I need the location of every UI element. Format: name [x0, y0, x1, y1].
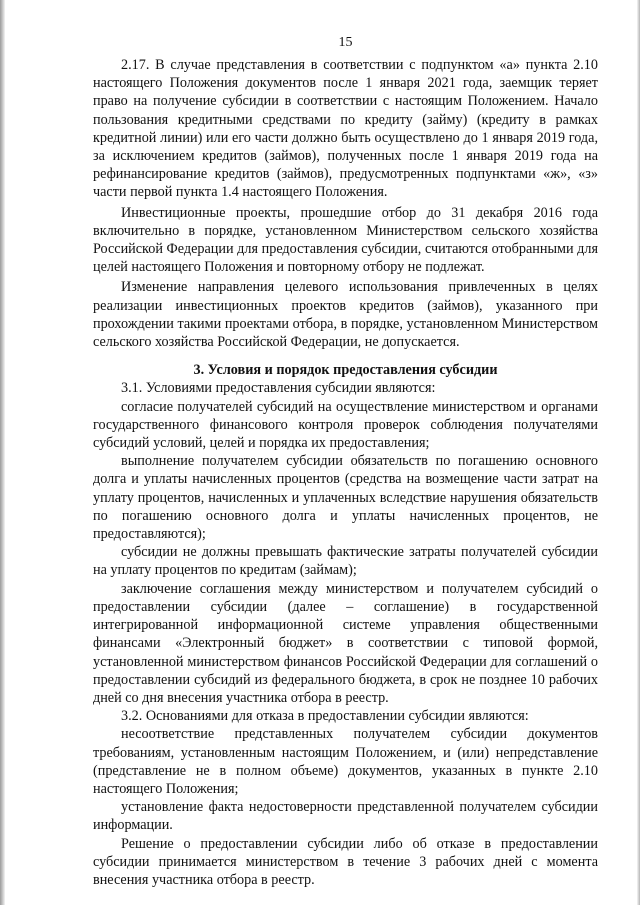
paragraph-3-1: 3.1. Условиями предоставления субсидии являются:	[121, 380, 436, 397]
paragraph-change-of-purpose: Изменение направления целевого использования привлеченных в целях реализации инвестиционных проектов кредитов (займов), указанного при прохождении такими проектами отбора, в порядке, установленном Министерством сельского хозяйства Российской Федерации, не допускается.	[93, 279, 598, 351]
document-page	[93, 34, 598, 889]
paragraph-agreement: заключение соглашения между министерством и получателем субсидий о предоставлении субсидии (далее – соглашение) в государственной интегрированной информационной системе управления общественными финансами «Электронный бюджет» в соответствии с типовой формой, установленной министерством финансов Российской Федерации для соглашений о предоставлении субсидий из федерального бюджета, в срок не позднее 10 рабочих дней со дня внесения участника отбора в реестр.	[93, 580, 598, 706]
paragraph-obligations: выполнение получателем субсидии обязательств по погашению основного долга и уплаты начисленных процентов (средства на возмещение части затрат на уплату процентов, начисленных и уплаченных вследствие нарушения обязательств по погашению основного долга и уплаты начисленных процентов, не предоставляются);	[93, 453, 598, 543]
paragraph-consent: согласие получателей субсидий на осуществление министерством и органами государственного финансового контроля проверок соблюдения получателями субсидий условий, целей и порядка их предоставления;	[93, 398, 598, 452]
paragraph-investment-projects: Инвестиционные проекты, прошедшие отбор до 31 декабря 2016 года включительно в порядке, установленном Министерством сельского хозяйства Российской Федерации для предоставления субсидии, считаются отобранными для целей настоящего Положения и повторному отбору не подлежат.	[93, 204, 598, 276]
paragraph-costs-limit: субсидии не должны превышать фактические затраты получателей субсидии на уплату процентов по кредитам (займам);	[93, 544, 598, 579]
paragraph-3-2: 3.2. Основаниями для отказа в предоставлении субсидии являются:	[121, 708, 529, 725]
paragraph-2-17: 2.17. В случае представления в соответствии с подпунктом «а» пункта 2.10 настоящего Положения документов после 1 января 2021 года, заемщик теряет право на получение субсидии в соответствии с настоящим Положением. Начало пользования кредитными средствами по кредиту (займу) (кредиту в рамках кредитной линии) или его части должно быть осуществлено до 1 января 2019 года, за исключением кредитов (займов), полученных после 1 января 2019 года на рефинансирование кредитов (займов), предусмотренных подпунктами «ж», «з» части первой пункта 1.4 настоящего Положения.	[93, 57, 598, 201]
paragraph-noncompliance: несоответствие представленных получателем субсидии документов требованиям, установленным настоящим Положением, и (или) непредставление (представление не в полном объеме) документов, указанных в пункте 2.10 настоящего Положения;	[93, 726, 598, 797]
page-number: 15	[338, 35, 353, 50]
paragraph-false-info: установление факта недостоверности представленной получателем субсидии информации.	[93, 799, 598, 834]
scan-edge-left	[0, 0, 5, 905]
section-heading: 3. Условия и порядок предоставления субсидии	[193, 362, 498, 379]
paragraph-decision: Решение о предоставлении субсидии либо об отказе в предоставлении субсидии принимается министерством в течение 3 рабочих дней с момента внесения участника отбора в реестр.	[93, 835, 598, 888]
